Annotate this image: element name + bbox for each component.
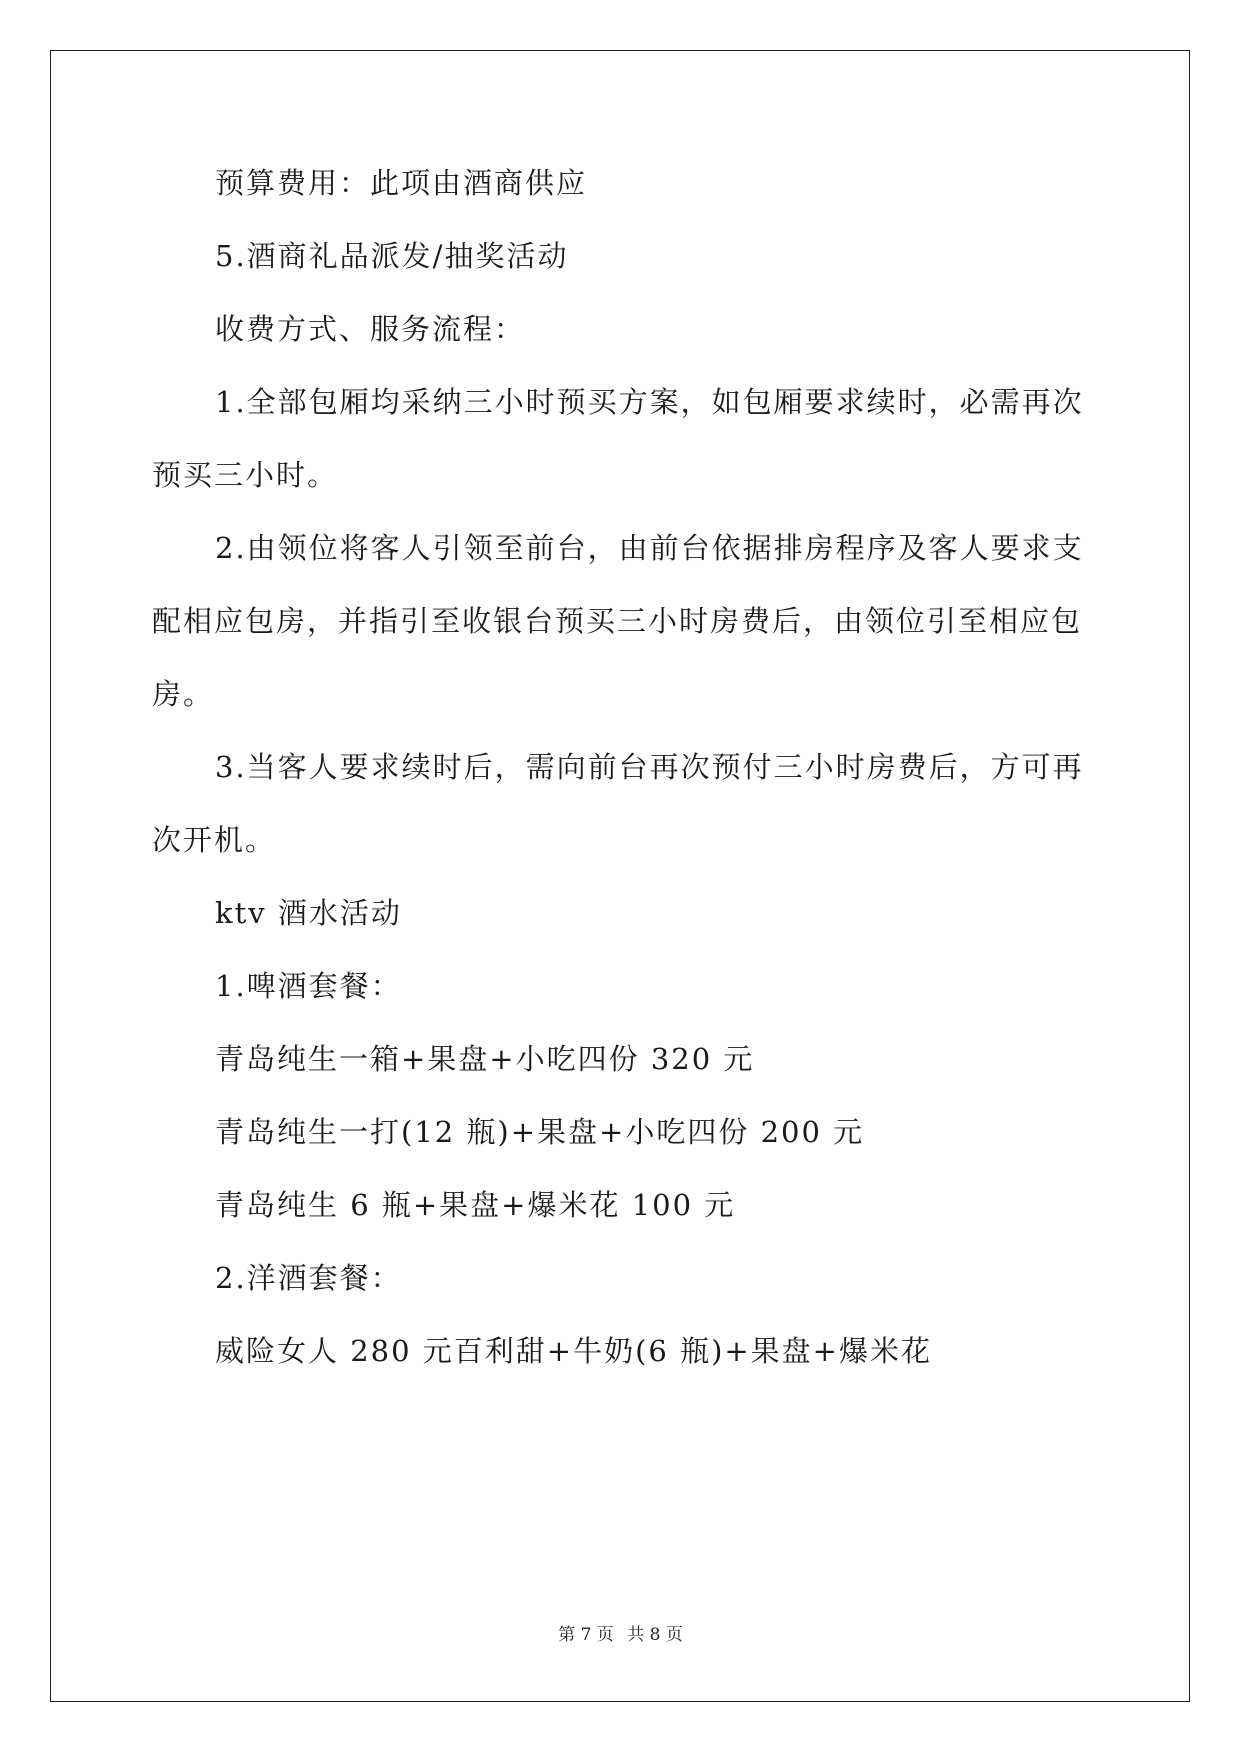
page-number: 第 7 页 — [558, 1625, 614, 1645]
page-border — [50, 50, 1190, 1702]
paragraph-gift-activity: 5.酒商礼品派发/抽奖活动 — [215, 239, 569, 273]
paragraph-liquor-package: 2.洋酒套餐： — [215, 1261, 402, 1295]
paragraph-item-2: 2.由领位将客人引领至前台，由前台依据排房程序及客人要求支 — [215, 531, 1084, 565]
paragraph-fee-heading: 收费方式、服务流程： — [215, 312, 526, 346]
page-total: 共 8 页 — [627, 1625, 683, 1645]
package-item: 威险女人 280 元百利甜+牛奶(6 瓶)+果盘+爆米花 — [215, 1334, 932, 1368]
paragraph-item-1-cont: 预买三小时。 — [152, 458, 339, 492]
paragraph-item-3-cont: 次开机。 — [152, 823, 277, 857]
package-item: 青岛纯生 6 瓶+果盘+爆米花 100 元 — [215, 1188, 736, 1222]
paragraph-beer-package: 1.啤酒套餐： — [215, 969, 402, 1003]
package-item: 青岛纯生一箱+果盘+小吃四份 320 元 — [215, 1042, 755, 1076]
page-footer — [0, 1620, 1241, 1645]
paragraph-budget: 预算费用：此项由酒商供应 — [215, 166, 588, 200]
paragraph-item-2-cont: 配相应包房，并指引至收银台预买三小时房费后，由领位引至相应包 — [152, 604, 1083, 638]
paragraph-item-1: 1.全部包厢均采纳三小时预买方案，如包厢要求续时，必需再次 — [215, 385, 1084, 419]
package-item: 青岛纯生一打(12 瓶)+果盘+小吃四份 200 元 — [215, 1115, 865, 1149]
section-heading-drinks: ktv 酒水活动 — [215, 896, 402, 930]
paragraph-item-2-end: 房。 — [152, 677, 215, 711]
paragraph-item-3: 3.当客人要求续时后，需向前台再次预付三小时房费后，方可再 — [215, 750, 1084, 784]
